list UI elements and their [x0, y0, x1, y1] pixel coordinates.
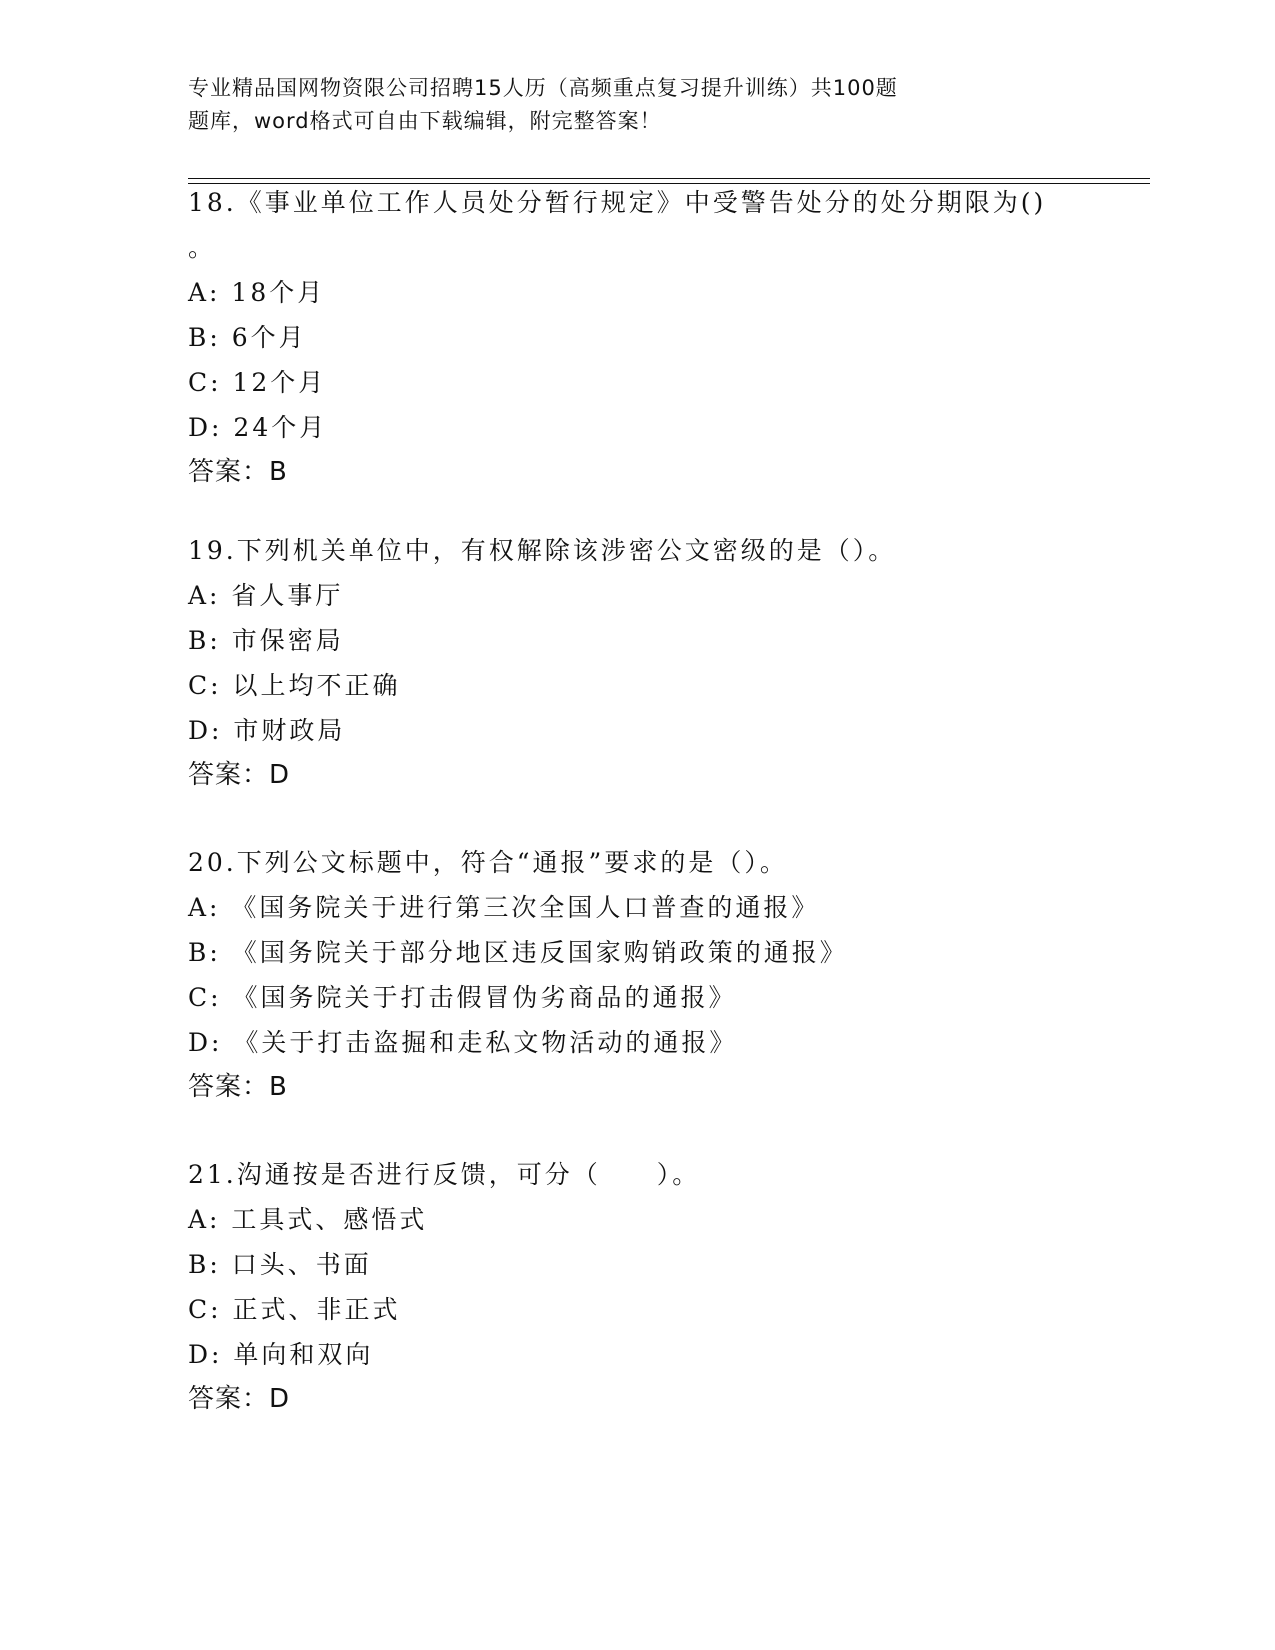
question-stem: 19.下列机关单位中，有权解除该涉密公文密级的是（）。	[188, 536, 897, 565]
option-c: C: 正式、非正式	[188, 1295, 401, 1324]
option-b: B: 《国务院关于部分地区违反国家购销政策的通报》	[188, 938, 848, 967]
header-line-1: 专业精品国网物资限公司招聘15人历（高频重点复习提升训练）共100题	[188, 76, 898, 100]
answer: 答案：B	[188, 1072, 288, 1102]
option-a: A: 工具式、感悟式	[188, 1205, 428, 1234]
option-d: D: 单向和双向	[188, 1340, 374, 1369]
option-a: A: 省人事厅	[188, 581, 344, 610]
question-21	[188, 1152, 1088, 1422]
question-stem-continued: 。	[188, 233, 214, 262]
document-header	[188, 72, 1008, 138]
header-divider-top	[188, 178, 1150, 179]
option-c: C: 以上均不正确	[188, 671, 401, 700]
answer: 答案：D	[188, 1384, 291, 1414]
option-d: D: 市财政局	[188, 716, 346, 745]
question-stem: 21.沟通按是否进行反馈，可分（ ）。	[188, 1160, 701, 1189]
option-b: B: 口头、书面	[188, 1250, 372, 1279]
option-b: B: 市保密局	[188, 626, 344, 655]
question-20	[188, 840, 1088, 1110]
option-a: A: 18个月	[188, 278, 326, 307]
question-18	[188, 180, 1088, 495]
answer: 答案：D	[188, 760, 291, 790]
option-d: D: 24个月	[188, 413, 328, 442]
option-c: C: 《国务院关于打击假冒伪劣商品的通报》	[188, 983, 737, 1012]
option-c: C: 12个月	[188, 368, 327, 397]
option-a: A: 《国务院关于进行第三次全国人口普查的通报》	[188, 893, 820, 922]
answer: 答案：B	[188, 457, 288, 487]
header-line-2: 题库，word格式可自由下载编辑，附完整答案！	[188, 109, 662, 133]
question-stem: 18.《事业单位工作人员处分暂行规定》中受警告处分的处分期限为()	[188, 188, 1047, 217]
option-d: D: 《关于打击盗掘和走私文物活动的通报》	[188, 1028, 738, 1057]
question-19	[188, 528, 1088, 798]
question-stem: 20.下列公文标题中，符合“通报”要求的是（）。	[188, 848, 788, 877]
option-b: B: 6个月	[188, 323, 307, 352]
